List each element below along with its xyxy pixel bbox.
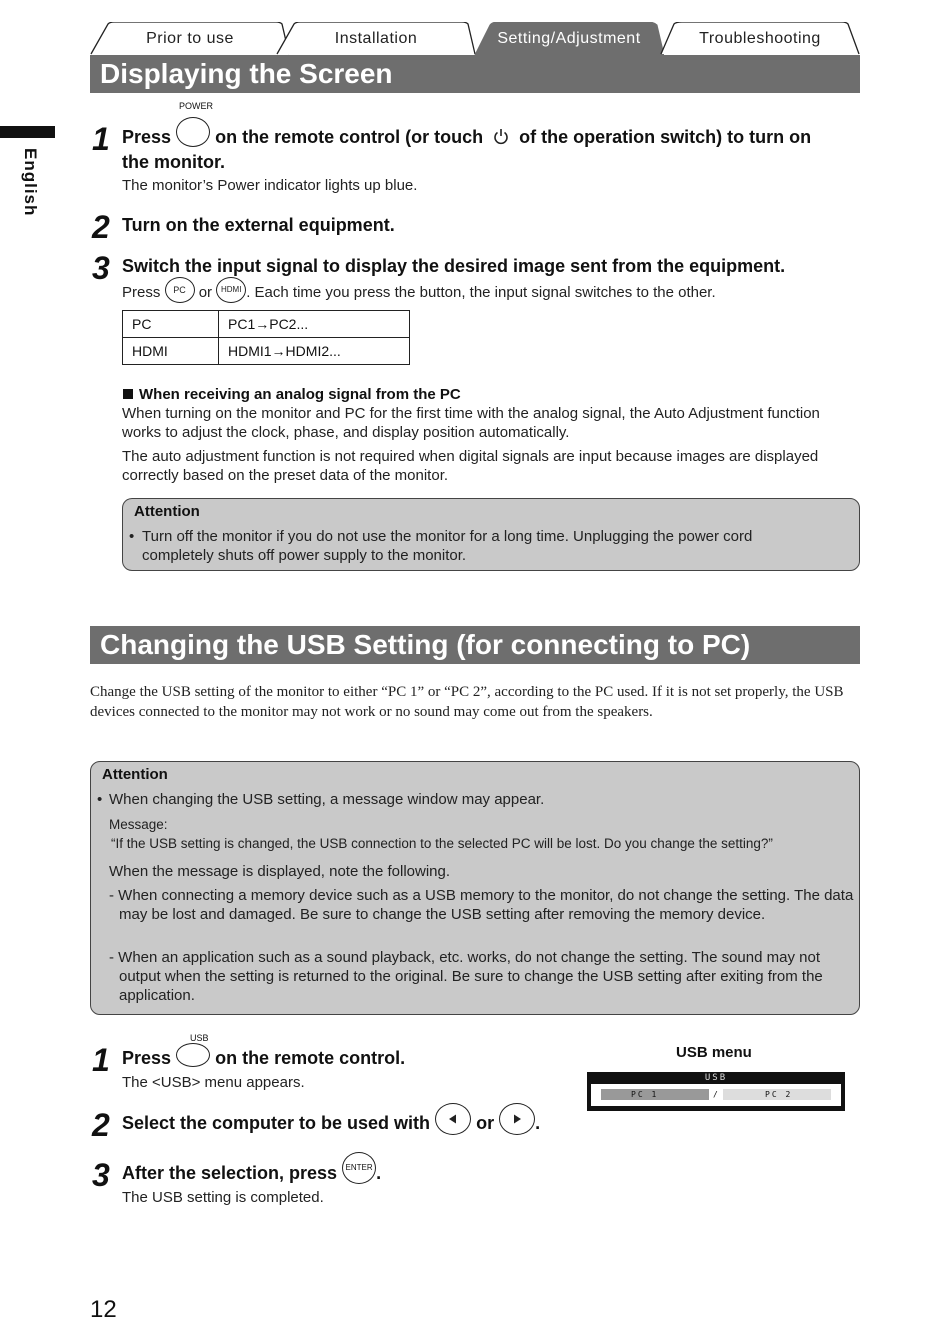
attention-bullet: When changing the USB setting, a message window may appear. bbox=[109, 791, 545, 808]
usb-step3-end: . bbox=[376, 1163, 382, 1183]
note-intro: When the message is displayed, note the following. bbox=[109, 863, 451, 880]
analog-paragraph-2: The auto adjustment function is not required when digital signals are input because images are displayed correctly based on the preset data of the monitor. bbox=[122, 448, 819, 484]
usb-step3-note: The USB setting is completed. bbox=[122, 1189, 324, 1206]
step3-note bbox=[122, 283, 716, 303]
usb-step2-or: or bbox=[476, 1113, 495, 1133]
usb-step3-text bbox=[122, 1162, 381, 1185]
power-button-label: POWER bbox=[179, 101, 214, 111]
table-cell: HDMI bbox=[123, 338, 219, 365]
usb-menu-title: USB bbox=[704, 1073, 728, 1083]
tab-label: Installation bbox=[334, 29, 418, 47]
step3-or: or bbox=[198, 284, 213, 301]
usb-step1-text bbox=[122, 1047, 405, 1070]
message-label: Message: bbox=[109, 817, 168, 832]
attention-title: Attention bbox=[102, 766, 168, 783]
step1-text bbox=[122, 126, 862, 174]
section-title-displaying: Displaying the Screen bbox=[90, 55, 860, 93]
table-row bbox=[123, 311, 410, 338]
usb-step2-end: . bbox=[535, 1113, 541, 1133]
section-title-usb: Changing the USB Setting (for connecting to PC) bbox=[90, 626, 860, 664]
power-button-icon bbox=[176, 117, 210, 147]
table-cell: PC1→PC2... bbox=[219, 311, 410, 338]
square-bullet-icon bbox=[123, 389, 133, 399]
page-number: 12 bbox=[90, 1296, 117, 1323]
step3-text: Switch the input signal to display the desired image sent from the equipment. bbox=[122, 256, 786, 276]
step1-press: Press bbox=[122, 127, 172, 147]
analog-paragraph-1: When turning on the monitor and PC for the first time with the analog signal, the Auto Adjustment function works to adjust the clock, phase, and display position automatically. bbox=[122, 405, 820, 441]
usb-button-label: USB bbox=[190, 1033, 209, 1043]
step1-part2: on the remote control (or touch bbox=[215, 127, 484, 147]
tab-label: Troubleshooting bbox=[699, 29, 821, 47]
usb-option-separator: / bbox=[713, 1090, 720, 1099]
usb-step-number-2: 2 bbox=[92, 1107, 110, 1143]
table-cell: PC bbox=[123, 311, 219, 338]
tab-label: Setting/Adjustment bbox=[497, 29, 641, 47]
usb-button-icon bbox=[176, 1043, 210, 1067]
usb-step2-select: Select the computer to be used with bbox=[122, 1113, 431, 1133]
usb-step1-note: The <USB> menu appears. bbox=[122, 1074, 305, 1091]
attention-box-1 bbox=[122, 498, 860, 571]
tab-troubleshooting[interactable] bbox=[660, 22, 860, 55]
usb-option-pc2: PC 2 bbox=[723, 1089, 831, 1100]
step3-rest: . Each time you press the button, the input signal switches to the other. bbox=[246, 284, 716, 301]
step1-part4: the monitor. bbox=[122, 152, 225, 172]
tab-installation[interactable] bbox=[276, 22, 476, 55]
attention-text: Turn off the monitor if you do not use the monitor for a long time. Unplugging the power cord completely shuts off power supply to the monitor. bbox=[142, 528, 753, 564]
left-arrow-button-icon bbox=[435, 1103, 471, 1135]
attention-box-2 bbox=[90, 761, 860, 1015]
power-symbol-icon bbox=[488, 128, 514, 151]
table-cell: HDMI1→HDMI2... bbox=[219, 338, 410, 365]
hdmi-button-icon: HDMI bbox=[216, 277, 246, 303]
note-dash-1: - When connecting a memory device such as a USB memory to the monitor, do not change the setting. The data may be lost and damaged. Be sure to change the USB setting after removing the memory device. bbox=[109, 887, 854, 923]
step-number-1: 1 bbox=[92, 121, 110, 157]
tab-setting-adjustment[interactable] bbox=[474, 22, 664, 55]
note-dash-2: - When an application such as a sound playback, etc. works, do not change the setting. The sound may not output when the setting is returned to the original. Be sure to change the USB setting after exiting from the application. bbox=[109, 949, 823, 1004]
attention-title: Attention bbox=[134, 503, 200, 520]
input-signal-table bbox=[122, 310, 410, 365]
step-number-3: 3 bbox=[92, 250, 110, 286]
enter-button-icon: ENTER bbox=[342, 1152, 376, 1184]
right-arrow-button-icon bbox=[499, 1103, 535, 1135]
step1-part3: of the operation switch) to turn on bbox=[519, 127, 812, 147]
language-label: English bbox=[21, 148, 40, 217]
usb-intro: Change the USB setting of the monitor to either “PC 1” or “PC 2”, according to the PC used. If it is not set properly, the USB devices connected to the monitor may not work or no sound may come out from the speakers. bbox=[90, 684, 844, 720]
usb-menu-options bbox=[591, 1084, 841, 1106]
usb-menu-caption: USB menu bbox=[676, 1044, 752, 1061]
usb-step1-rest: on the remote control. bbox=[215, 1048, 406, 1068]
step3-press: Press bbox=[122, 284, 161, 301]
step2-text: Turn on the external equipment. bbox=[122, 215, 395, 235]
usb-option-pc1: PC 1 bbox=[601, 1089, 709, 1100]
step1-note: The monitor’s Power indicator lights up blue. bbox=[122, 177, 418, 194]
message-text: “If the USB setting is changed, the USB connection to the selected PC will be lost. Do you change the setting?” bbox=[111, 836, 773, 851]
side-marker bbox=[0, 126, 55, 138]
usb-step1-press: Press bbox=[122, 1048, 172, 1068]
usb-menu-illustration bbox=[587, 1072, 845, 1111]
tab-prior-to-use[interactable] bbox=[90, 22, 290, 55]
usb-step-number-1: 1 bbox=[92, 1042, 110, 1078]
section-tabs bbox=[90, 22, 860, 55]
tab-label: Prior to use bbox=[146, 29, 234, 47]
bullet-icon: • bbox=[129, 528, 135, 545]
pc-button-icon: PC bbox=[165, 277, 195, 303]
usb-step2-text bbox=[122, 1112, 540, 1135]
analog-heading: When receiving an analog signal from the PC bbox=[139, 386, 461, 403]
bullet-icon: • bbox=[97, 791, 103, 808]
usb-step3-after: After the selection, press bbox=[122, 1163, 338, 1183]
usb-step-number-3: 3 bbox=[92, 1157, 110, 1193]
table-row bbox=[123, 338, 410, 365]
step-number-2: 2 bbox=[92, 209, 110, 245]
